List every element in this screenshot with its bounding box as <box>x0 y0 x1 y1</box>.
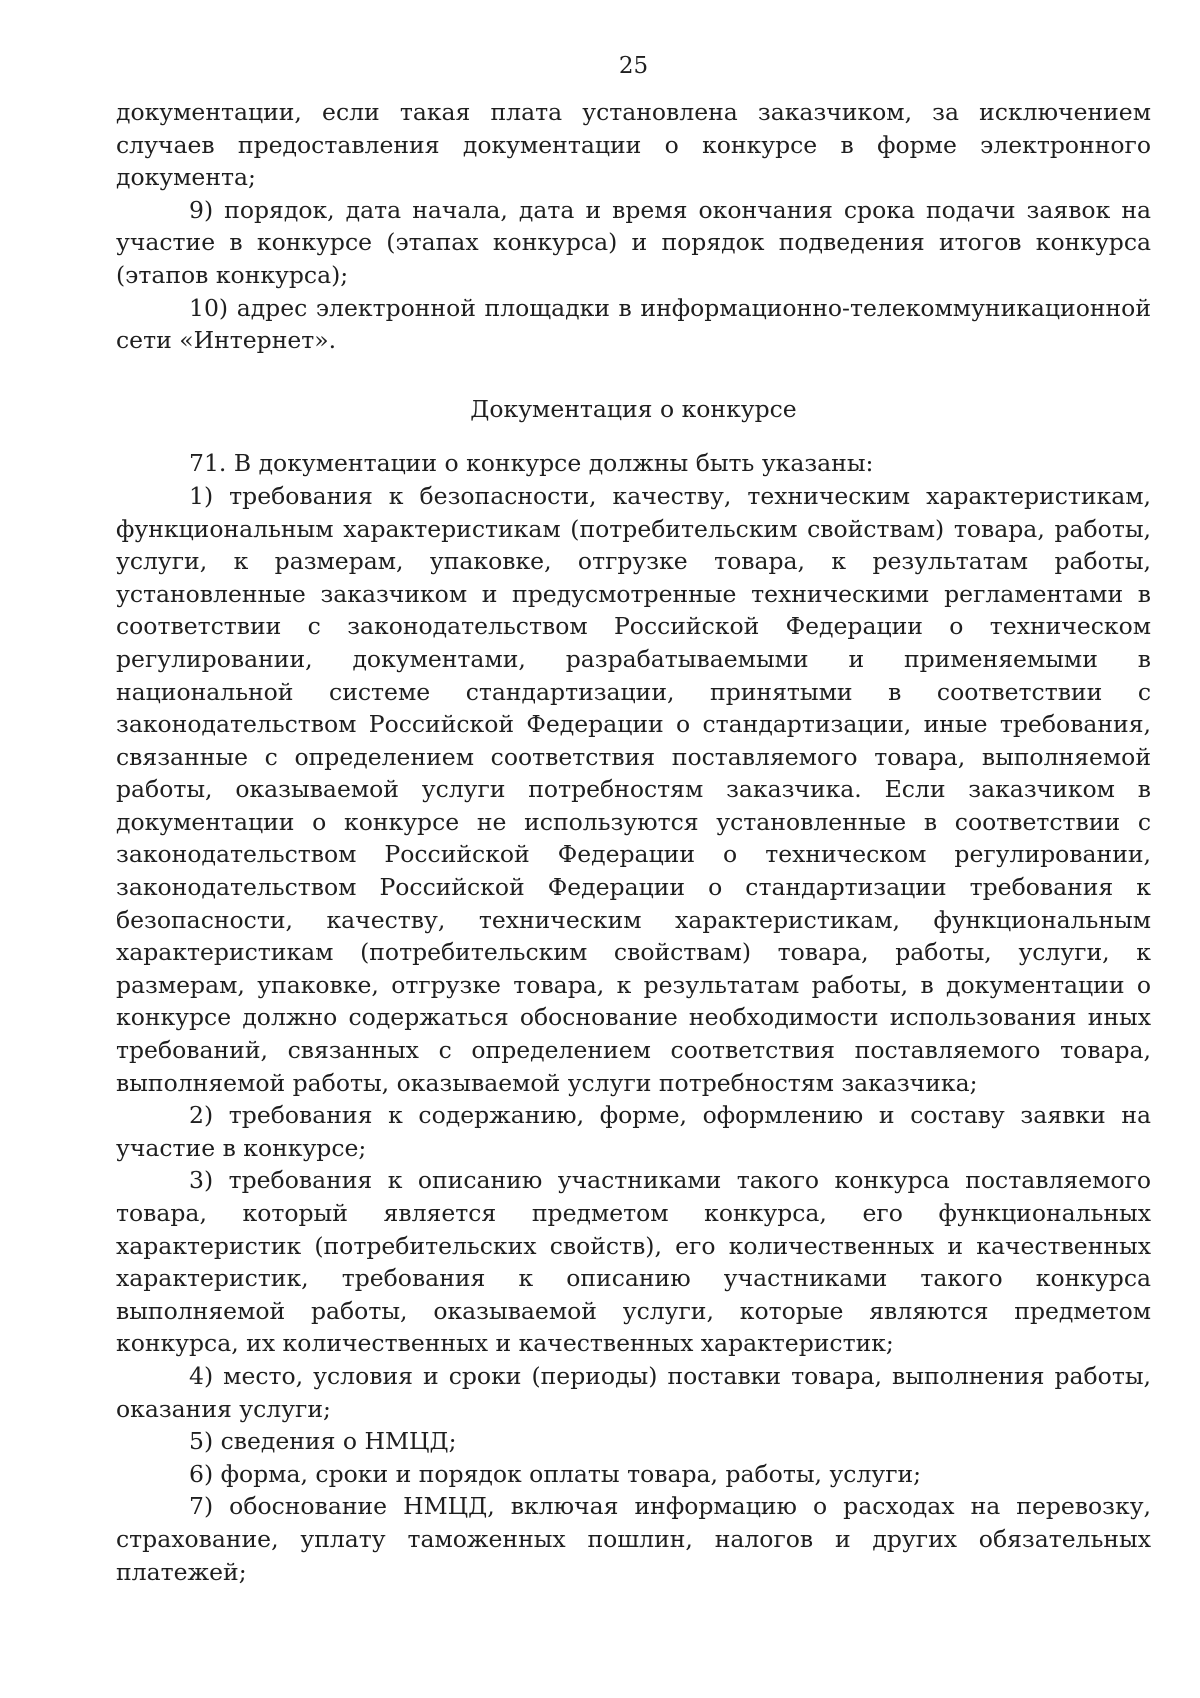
paragraph-item-10: 10) адрес электронной площадки в информационно-телекоммуникационной сети «Интернет». <box>116 293 1151 355</box>
paragraph-item-5: 5) сведения о НМЦД; <box>189 1427 457 1456</box>
paragraph-continuation: документации, если такая плата установлена заказчиком, за исключением случаев предоставления документации о конкурсе в форме электронного документа; <box>116 98 1151 192</box>
paragraph-item-1: 1) требования к безопасности, качеству, техническим характеристикам, функциональным характеристикам (потребительским свойствам) товара, работы, услуги, к размерам, упаковке, отгрузке товара, к результатам работы, установленные заказчиком и предусмотренные техническими регламентами в соответствии с законодательством Российской Федерации о техническом регулировании, документами, разрабатываемыми и применяемыми в национальной системе стандартизации, принятыми в соответствии с законодательством Российской Федерации о стандартизации, иные требования, связанные с определением соответствия поставляемого товара, выполняемой работы, оказываемой услуги потребностям заказчика. Если заказчиком в документации о конкурсе не используются установленные в соответствии с законодательством Российской Федерации о техническом регулировании, законодательством Российской Федерации о стандартизации требования к безопасности, качеству, техническим характеристикам, функциональным характеристикам (потребительским свойствам) товара, работы, услуги, к размерам, упаковке, отгрузке товара, к результатам работы, в документации о конкурсе должно содержаться обоснование необходимости использования иных требований, связанных с определением соответствия поставляемого товара, выполняемой работы, оказываемой услуги потребностям заказчика; <box>116 481 1151 1097</box>
page-number: 25 <box>618 53 649 79</box>
section-heading: Документация о конкурсе <box>470 394 797 423</box>
paragraph-item-2: 2) требования к содержанию, форме, оформлению и составу заявки на участие в конкурсе; <box>116 1101 1151 1162</box>
paragraph-item-4: 4) место, условия и сроки (периоды) поставки товара, выполнения работы, оказания услуги; <box>116 1361 1151 1423</box>
paragraph-item-7: 7) обоснование НМЦД, включая информацию о расходах на перевозку, страхование, уплату таможенных пошлин, налогов и других обязательных платежей; <box>116 1492 1151 1586</box>
paragraph-item-9: 9) порядок, дата начала, дата и время окончания срока подачи заявок на участие в конкурсе (этапах конкурса) и порядок подведения итогов конкурса (этапов конкурса); <box>116 195 1151 289</box>
paragraph-item-6: 6) форма, сроки и порядок оплаты товара, работы, услуги; <box>189 1459 922 1488</box>
paragraph-clause-71: 71. В документации о конкурсе должны быть указаны: <box>189 449 874 478</box>
paragraph-item-3: 3) требования к описанию участниками такого конкурса поставляемого товара, который является предметом конкурса, его функциональных характеристик (потребительских свойств), его количественных и качественных характеристик, требования к описанию участниками такого конкурса выполняемой работы, оказываемой услуги, которые являются предметом конкурса, их количественных и качественных характеристик; <box>116 1166 1151 1358</box>
